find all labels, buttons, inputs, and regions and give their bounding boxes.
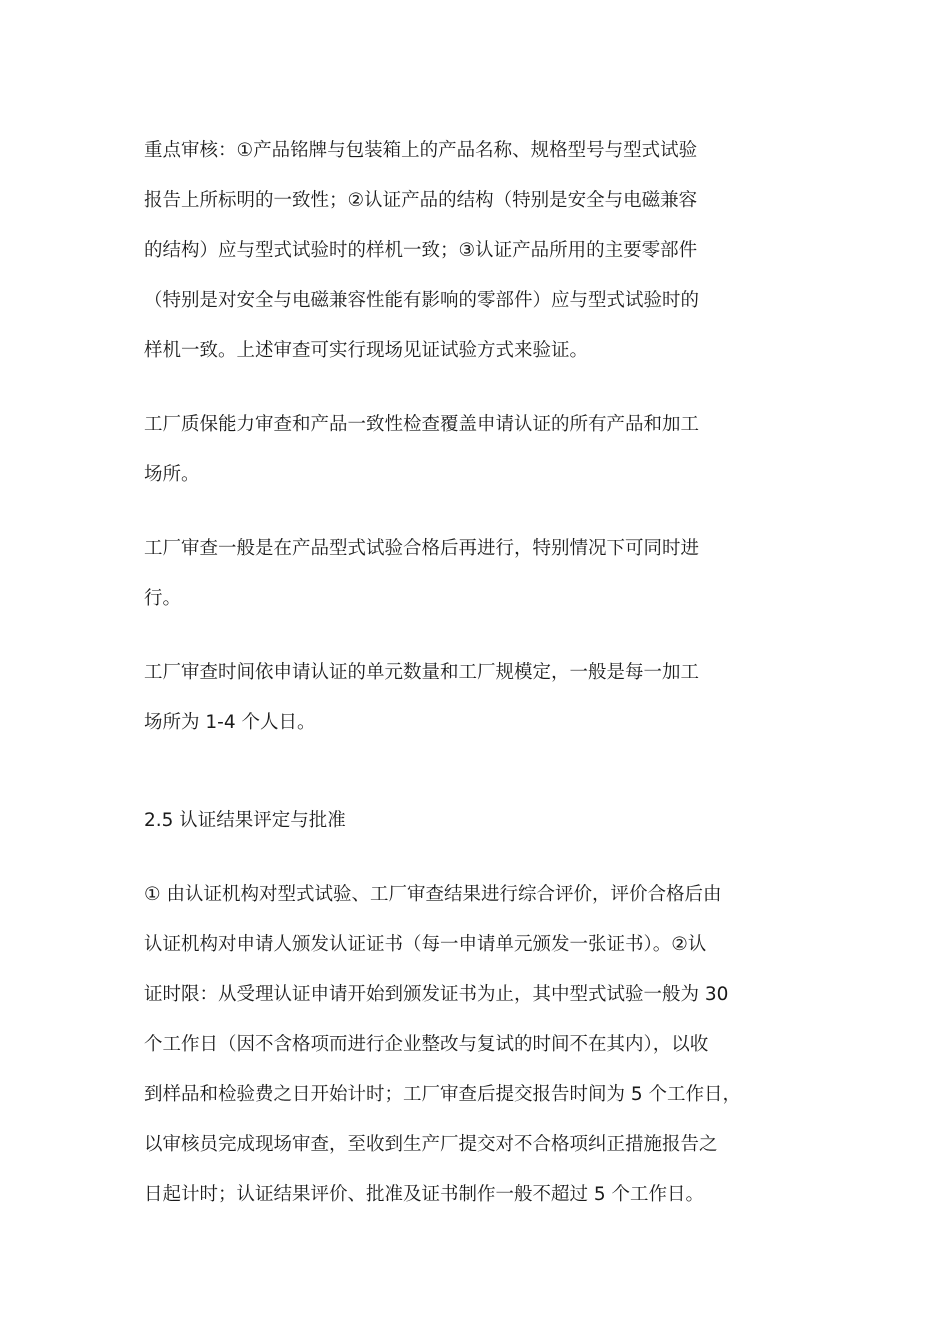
document-body: [144, 126, 754, 1220]
section-heading-text: 2.5 认证结果评定与批准: [144, 810, 346, 831]
paragraph-audit-duration: [144, 648, 754, 748]
text-line: 认证机构对申请人颁发认证证书（每一申请单元颁发一张证书）。②认: [144, 934, 707, 955]
text-line: 工厂审查一般是在产品型式试验合格后再进行，特别情况下可同时进: [144, 538, 700, 559]
text-line: 工厂质保能力审查和产品一致性检查覆盖申请认证的所有产品和加工: [144, 414, 700, 435]
section-heading: [144, 796, 754, 846]
text-line: 证时限：从受理认证申请开始到颁发证书为止，其中型式试验一般为 30: [144, 984, 729, 1005]
text-line: 行。: [144, 588, 182, 609]
text-line: ① 由认证机构对型式试验、工厂审查结果进行综合评价，评价合格后由: [144, 884, 722, 905]
text-line: 重点审核：①产品铭牌与包装箱上的产品名称、规格型号与型式试验: [144, 140, 698, 161]
text-line: 以审核员完成现场审查，至收到生产厂提交对不合格项纠正措施报告之: [144, 1134, 718, 1155]
paragraph-evaluation-approval: [144, 870, 754, 1220]
text-line: 报告上所标明的一致性；②认证产品的结构（特别是安全与电磁兼容: [144, 190, 698, 211]
paragraph-key-review-points: [144, 126, 754, 376]
paragraph-audit-timing: [144, 524, 754, 624]
text-line: 场所。: [144, 464, 200, 485]
paragraph-coverage: [144, 400, 754, 500]
text-line: 样机一致。上述审查可实行现场见证试验方式来验证。: [144, 340, 589, 361]
text-line: 的结构）应与型式试验时的样机一致；③认证产品所用的主要零部件: [144, 240, 698, 261]
text-line: 场所为 1-4 个人日。: [144, 712, 316, 733]
text-line: 个工作日（因不含格项而进行企业整改与复试的时间不在其内），以收: [144, 1034, 709, 1055]
text-line: 到样品和检验费之日开始计时；工厂审查后提交报告时间为 5 个工作日，: [144, 1084, 742, 1105]
text-line: 工厂审查时间依申请认证的单元数量和工厂规模定，一般是每一加工: [144, 662, 700, 683]
text-line: 日起计时；认证结果评价、批准及证书制作一般不超过 5 个工作日。: [144, 1184, 705, 1205]
text-line: （特别是对安全与电磁兼容性能有影响的零部件）应与型式试验时的: [144, 290, 700, 311]
